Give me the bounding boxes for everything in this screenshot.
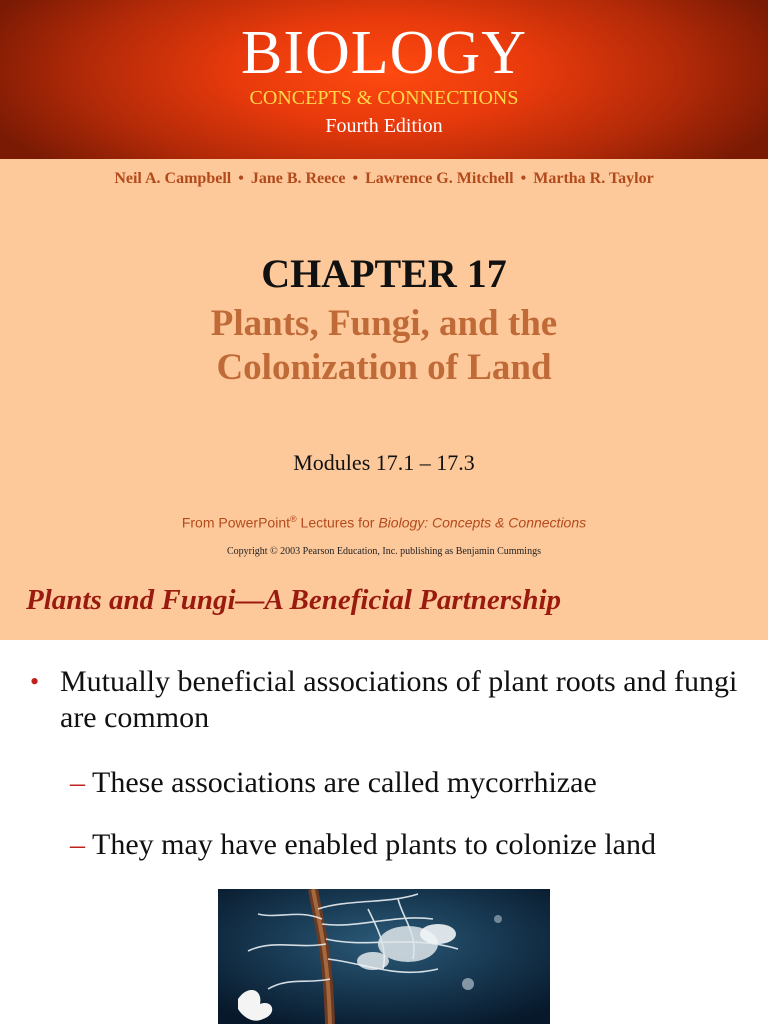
bullet-dot-icon: • (30, 667, 40, 696)
author-name: Jane B. Reece (250, 170, 346, 187)
separator-bullet: • (520, 170, 527, 187)
sub-bullet-item (30, 827, 750, 863)
credit-from: From PowerPoint (181, 514, 290, 531)
mycorrhizae-photo (218, 889, 550, 1024)
slide-heading: Plants and Fungi—A Beneficial Partnership (26, 584, 561, 616)
bullet-text: Mutually beneficial associations of plant roots and fungi are common (60, 665, 738, 734)
sub-bullet-text: These associations are called mycorrhizae (92, 766, 597, 799)
modules-range: Modules 17.1 – 17.3 (293, 450, 475, 475)
bullet-item (30, 664, 750, 736)
copyright-notice: Copyright © 2003 Pearson Education, Inc. publishing as Benjamin Cummings (227, 546, 541, 557)
title-slide-background (0, 159, 768, 640)
book-edition: Fourth Edition (325, 115, 443, 137)
author-name: Martha R. Taylor (533, 170, 654, 187)
dash-icon: – (70, 766, 85, 799)
author-name: Lawrence G. Mitchell (365, 170, 514, 187)
book-subtitle: CONCEPTS & CONNECTIONS (249, 87, 519, 109)
sub-bullet-text: They may have enabled plants to colonize land (92, 828, 656, 861)
chapter-number: CHAPTER 17 (261, 251, 507, 296)
author-list (0, 170, 768, 188)
dash-icon: – (70, 828, 85, 861)
bullet-list (30, 664, 750, 863)
chapter-title-line: Plants, Fungi, and the (210, 303, 558, 344)
author-name: Neil A. Campbell (114, 170, 232, 187)
sub-bullet-item (30, 765, 750, 801)
credit-lectures: Lectures for (296, 514, 379, 531)
book-cover-banner (0, 0, 768, 159)
credit-book-title: Biology: Concepts & Connections (378, 514, 587, 531)
separator-bullet: • (238, 170, 244, 187)
separator-bullet: • (352, 170, 359, 187)
mycorrhizae-image (218, 889, 550, 1024)
book-title: BIOLOGY (241, 19, 527, 87)
registered-mark: ® (290, 514, 297, 524)
chapter-title-line: Colonization of Land (216, 347, 552, 388)
chapter-title (0, 302, 768, 390)
powerpoint-credit (0, 514, 768, 531)
